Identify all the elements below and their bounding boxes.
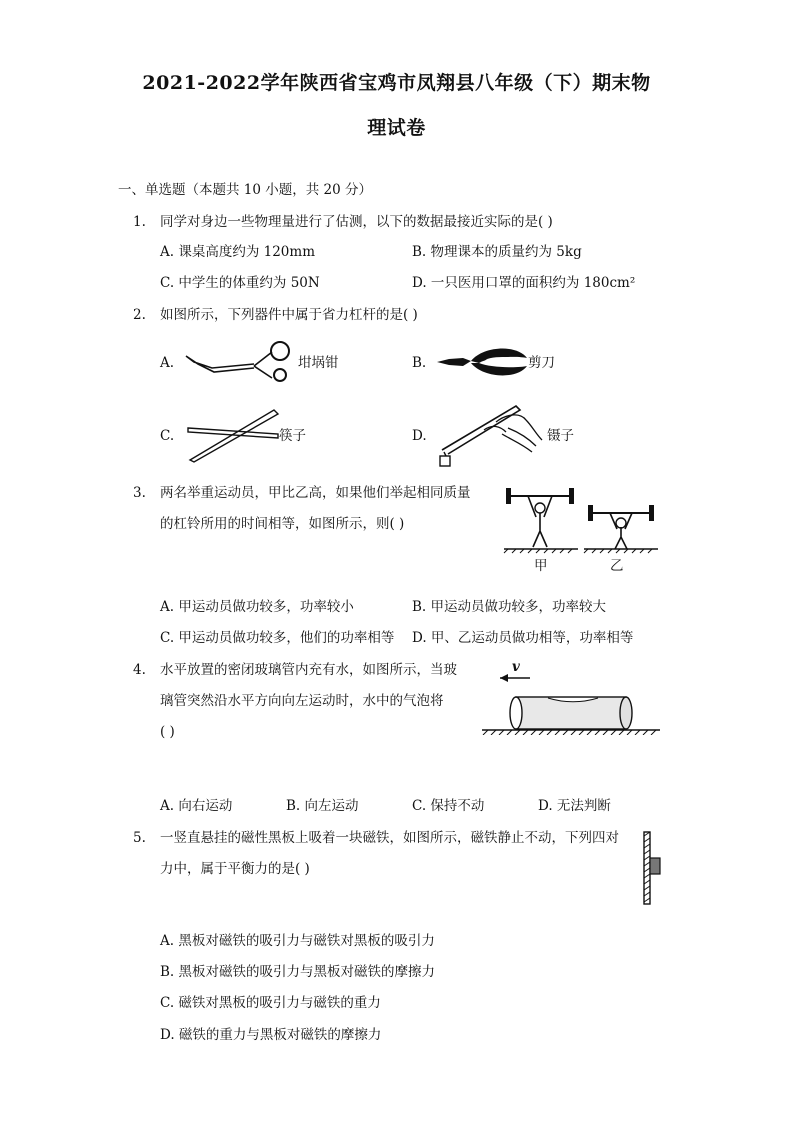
question-stem-line2: 的杠铃所用的时间相等，如图所示，则( ) bbox=[160, 516, 405, 532]
figure-label-jia: 甲 bbox=[534, 558, 548, 574]
question-number: 2. bbox=[133, 307, 146, 323]
option-c: C. 甲运动员做功较多，他们的功率相等 bbox=[160, 630, 395, 646]
option-b: B. 甲运动员做功较多，功率较大 bbox=[412, 599, 607, 615]
option-a: A. 向右运动 bbox=[160, 798, 233, 814]
question-stem-line2: 力中，属于平衡力的是( ) bbox=[160, 861, 310, 877]
page-title-line2: 理试卷 bbox=[367, 117, 426, 139]
option-d: D. bbox=[412, 428, 427, 444]
tweezers-hand-figure bbox=[436, 400, 546, 472]
option-b: B. 黑板对磁铁的吸引力与黑板对磁铁的摩擦力 bbox=[160, 964, 436, 980]
question-stem: 同学对身边一些物理量进行了估测，以下的数据最接近实际的是( ) bbox=[160, 214, 553, 230]
page-title: 2021-2022学年陕西省宝鸡市凤翔县八年级（下）期末物 bbox=[142, 72, 651, 94]
option-c: C. 中学生的体重约为 50N bbox=[160, 275, 320, 291]
option-c: C. 保持不动 bbox=[412, 798, 485, 814]
option-d: D. 一只医用口罩的面积约为 180cm² bbox=[412, 275, 636, 291]
option-d: D. 无法判断 bbox=[538, 798, 611, 814]
figure-label: 坩埚钳 bbox=[298, 355, 339, 371]
magnetic-board-figure bbox=[640, 830, 664, 906]
section-heading: 一、单选题（本题共 10 小题，共 20 分） bbox=[118, 182, 373, 198]
weightlifters-figure bbox=[500, 483, 660, 578]
option-b: B. 向左运动 bbox=[286, 798, 359, 814]
option-a: A. bbox=[160, 355, 175, 371]
figure-label: 镊子 bbox=[547, 428, 574, 444]
figure-label: 剪刀 bbox=[528, 355, 555, 371]
option-a: A. 黑板对磁铁的吸引力与磁铁对黑板的吸引力 bbox=[160, 933, 435, 949]
question-stem-line1: 一竖直悬挂的磁性黑板上吸着一块磁铁，如图所示，磁铁静止不动，下列四对 bbox=[160, 830, 619, 846]
question-number: 3. bbox=[133, 485, 146, 501]
question-stem-line1: 两名举重运动员，甲比乙高，如果他们举起相同质量 bbox=[160, 485, 471, 501]
question-number: 1. bbox=[133, 214, 146, 230]
figure-label: 筷子 bbox=[279, 428, 306, 444]
crucible-tongs-figure bbox=[182, 338, 300, 382]
option-d: D. 磁铁的重力与黑板对磁铁的摩擦力 bbox=[160, 1027, 382, 1043]
question-stem-line2: 璃管突然沿水平方向向左运动时，水中的气泡将 bbox=[160, 693, 444, 709]
question-number: 4. bbox=[133, 662, 146, 678]
question-stem: 如图所示，下列器件中属于省力杠杆的是( ) bbox=[160, 307, 418, 323]
figure-label-yi: 乙 bbox=[610, 558, 624, 574]
option-a: A. 课桌高度约为 120mm bbox=[160, 244, 315, 260]
scissors-figure bbox=[435, 344, 531, 380]
question-stem-line3: ( ) bbox=[160, 724, 175, 740]
question-stem-line1: 水平放置的密闭玻璃管内充有水，如图所示，当玻 bbox=[160, 662, 457, 678]
velocity-label: v bbox=[512, 659, 520, 675]
option-b: B. 物理课本的质量约为 5kg bbox=[412, 244, 582, 260]
option-d: D. 甲、乙运动员做功相等，功率相等 bbox=[412, 630, 634, 646]
option-b: B. bbox=[412, 355, 427, 371]
option-c: C. bbox=[160, 428, 175, 444]
question-number: 5. bbox=[133, 830, 146, 846]
option-c: C. 磁铁对黑板的吸引力与磁铁的重力 bbox=[160, 995, 381, 1011]
chopsticks-figure bbox=[186, 404, 282, 464]
option-a: A. 甲运动员做功较多，功率较小 bbox=[160, 599, 354, 615]
glass-tube-figure bbox=[478, 655, 663, 735]
